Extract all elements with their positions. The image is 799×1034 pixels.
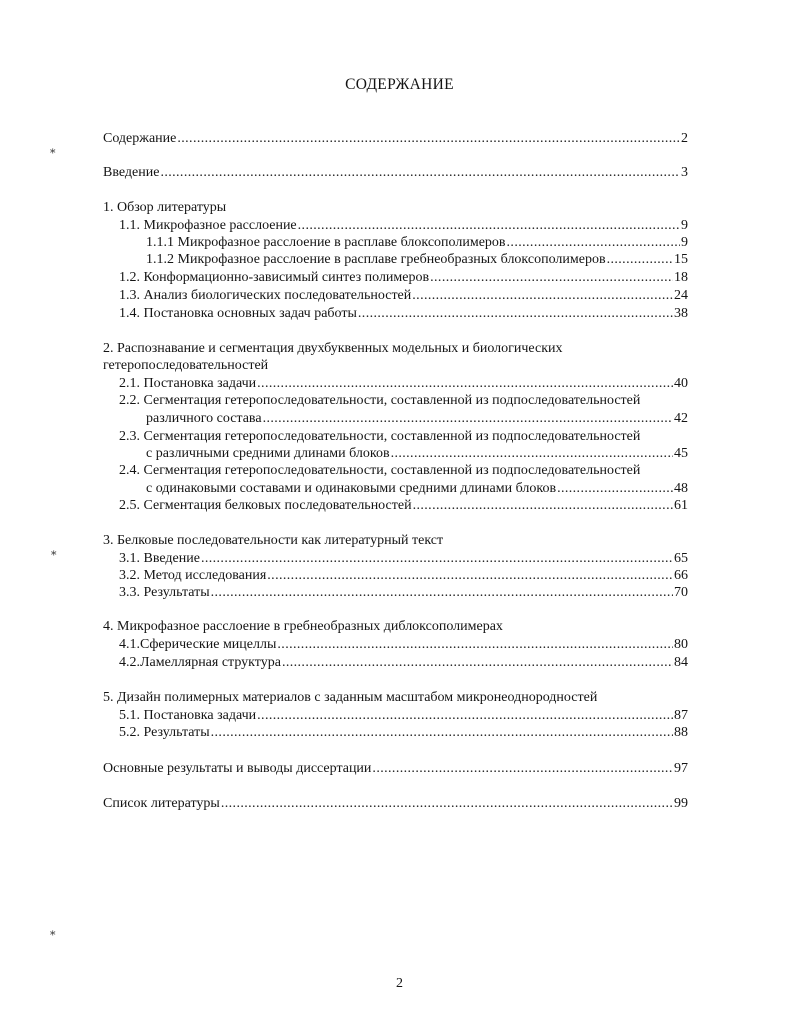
toc-entry-page: 9 (681, 218, 688, 233)
chapter-1-heading: 1. Обзор литературы (103, 200, 227, 215)
toc-entry-page: 3 (681, 165, 688, 180)
toc-entry-3-2[interactable] (119, 567, 688, 585)
toc-entry-label: 1.1. Микрофазное расслоение (119, 218, 297, 233)
toc-entry-page: 87 (674, 708, 688, 723)
toc-entry-page: 66 (674, 568, 688, 583)
toc-entry-5-1[interactable] (119, 707, 688, 725)
page-number: 2 (396, 976, 403, 991)
toc-entry-4-1[interactable] (119, 636, 688, 654)
toc-entry-label: Основные результаты и выводы диссертации (103, 761, 372, 776)
toc-entry-label: 4.1.Сферические мицеллы (119, 637, 277, 652)
toc-entry-2-1[interactable] (119, 375, 688, 393)
scan-speck: ⁎ (50, 144, 56, 156)
toc-entry-2-3[interactable] (146, 445, 688, 463)
leader-dots (211, 724, 673, 742)
toc-entry-label: 1.1.2 Микрофазное расслоение в расплаве гребнеобразных блоксополимеров (146, 252, 606, 267)
toc-entry-intro[interactable] (103, 164, 688, 182)
toc-entry-1-1-1[interactable] (146, 234, 688, 252)
toc-entry-page: 61 (674, 498, 688, 513)
leader-dots (267, 567, 673, 585)
toc-entry-label: 3.1. Введение (119, 551, 200, 566)
toc-entry-page: 38 (674, 306, 688, 321)
page-title: СОДЕРЖАНИЕ (345, 76, 454, 93)
toc-entry-5-2[interactable] (119, 724, 688, 742)
leader-dots (607, 251, 673, 269)
toc-entry-label: 1.4. Постановка основных задач работы (119, 306, 357, 321)
toc-entry-2-4[interactable] (146, 480, 688, 498)
leader-dots (282, 654, 673, 672)
toc-entry-label: 2.5. Сегментация белковых последовательностей (119, 498, 412, 513)
leader-dots (557, 480, 673, 498)
leader-dots (430, 269, 673, 287)
toc-entry-label: 1.3. Анализ биологических последовательностей (119, 288, 412, 303)
toc-entry-label: Содержание (103, 131, 177, 146)
toc-entry-label: с одинаковыми составами и одинаковыми средними длинами блоков (146, 481, 557, 496)
leader-dots (358, 305, 673, 323)
toc-entry-3-1[interactable] (119, 550, 688, 568)
toc-entry-page: 84 (674, 655, 688, 670)
leader-dots (507, 234, 680, 252)
toc-entry-1-4[interactable] (119, 305, 688, 323)
chapter-4-heading: 4. Микрофазное расслоение в гребнеобразных диблоксополимерах (103, 619, 503, 634)
chapter-2-heading: 2. Распознавание и сегментация двухбуквенных модельных и биологических (103, 341, 563, 356)
leader-dots (413, 497, 673, 515)
leader-dots (221, 795, 673, 813)
toc-entry-page: 65 (674, 551, 688, 566)
toc-entry-page: 2 (681, 131, 688, 146)
toc-entry-page: 99 (674, 796, 688, 811)
toc-entry-2-3-title: 2.3. Сегментация гетеропоследовательности, составленной из подпоследовательностей (119, 429, 641, 444)
toc-entry-page: 42 (674, 411, 688, 426)
toc-entry-page: 80 (674, 637, 688, 652)
toc-entry-1-1[interactable] (119, 217, 688, 235)
toc-entry-label: Список литературы (103, 796, 220, 811)
toc-entry-1-3[interactable] (119, 287, 688, 305)
leader-dots (391, 445, 673, 463)
toc-entry-page: 48 (674, 481, 688, 496)
leader-dots (298, 217, 680, 235)
scan-speck: ⁎ (50, 926, 56, 938)
toc-entry-conclusions[interactable] (103, 760, 688, 778)
toc-entry-contents[interactable] (103, 130, 688, 148)
toc-entry-label: с различными средними длинами блоков (146, 446, 390, 461)
leader-dots (372, 760, 673, 778)
toc-entry-label: 1.2. Конформационно-зависимый синтез полимеров (119, 270, 430, 285)
leader-dots (263, 410, 673, 428)
toc-entry-1-2[interactable] (119, 269, 688, 287)
toc-entry-label: различного состава (146, 411, 262, 426)
toc-entry-label: 5.1. Постановка задачи (119, 708, 257, 723)
leader-dots (277, 636, 673, 654)
chapter-5-heading: 5. Дизайн полимерных материалов с заданным масштабом микронеоднородностей (103, 690, 598, 705)
toc-entry-label: 4.2.Ламеллярная структура (119, 655, 281, 670)
toc-entry-page: 97 (674, 761, 688, 776)
chapter-3-heading: 3. Белковые последовательности как литературный текст (103, 533, 444, 548)
toc-entry-label: Введение (103, 165, 160, 180)
toc-entry-2-4-title: 2.4. Сегментация гетеропоследовательности, составленной из подпоследовательностей (119, 463, 641, 478)
toc-entry-page: 24 (674, 288, 688, 303)
leader-dots (412, 287, 673, 305)
toc-entry-2-2-title: 2.2. Сегментация гетеропоследовательности, составленной из подпоследовательностей (119, 393, 641, 408)
leader-dots (257, 707, 673, 725)
leader-dots (160, 164, 680, 182)
toc-entry-label: 2.1. Постановка задачи (119, 376, 257, 391)
toc-entry-4-2[interactable] (119, 654, 688, 672)
leader-dots (257, 375, 673, 393)
toc-entry-label: 3.3. Результаты (119, 585, 210, 600)
scan-speck: ⁎ (51, 546, 57, 558)
toc-entry-references[interactable] (103, 795, 688, 813)
chapter-2-heading-cont: гетеропоследовательностей (103, 358, 269, 373)
toc-entry-label: 1.1.1 Микрофазное расслоение в расплаве блоксополимеров (146, 235, 506, 250)
toc-entry-2-5[interactable] (119, 497, 688, 515)
toc-entry-3-3[interactable] (119, 584, 688, 602)
toc-entry-2-2[interactable] (146, 410, 688, 428)
toc-entry-1-1-2[interactable] (146, 251, 688, 269)
toc-entry-page: 45 (674, 446, 688, 461)
toc-entry-page: 88 (674, 725, 688, 740)
toc-entry-page: 9 (681, 235, 688, 250)
leader-dots (177, 130, 680, 148)
toc-entry-page: 40 (674, 376, 688, 391)
toc-entry-label: 5.2. Результаты (119, 725, 210, 740)
leader-dots (211, 584, 673, 602)
toc-entry-page: 15 (674, 252, 688, 267)
toc-entry-label: 3.2. Метод исследования (119, 568, 267, 583)
leader-dots (201, 550, 673, 568)
toc-entry-page: 18 (674, 270, 688, 285)
toc-entry-page: 70 (674, 585, 688, 600)
